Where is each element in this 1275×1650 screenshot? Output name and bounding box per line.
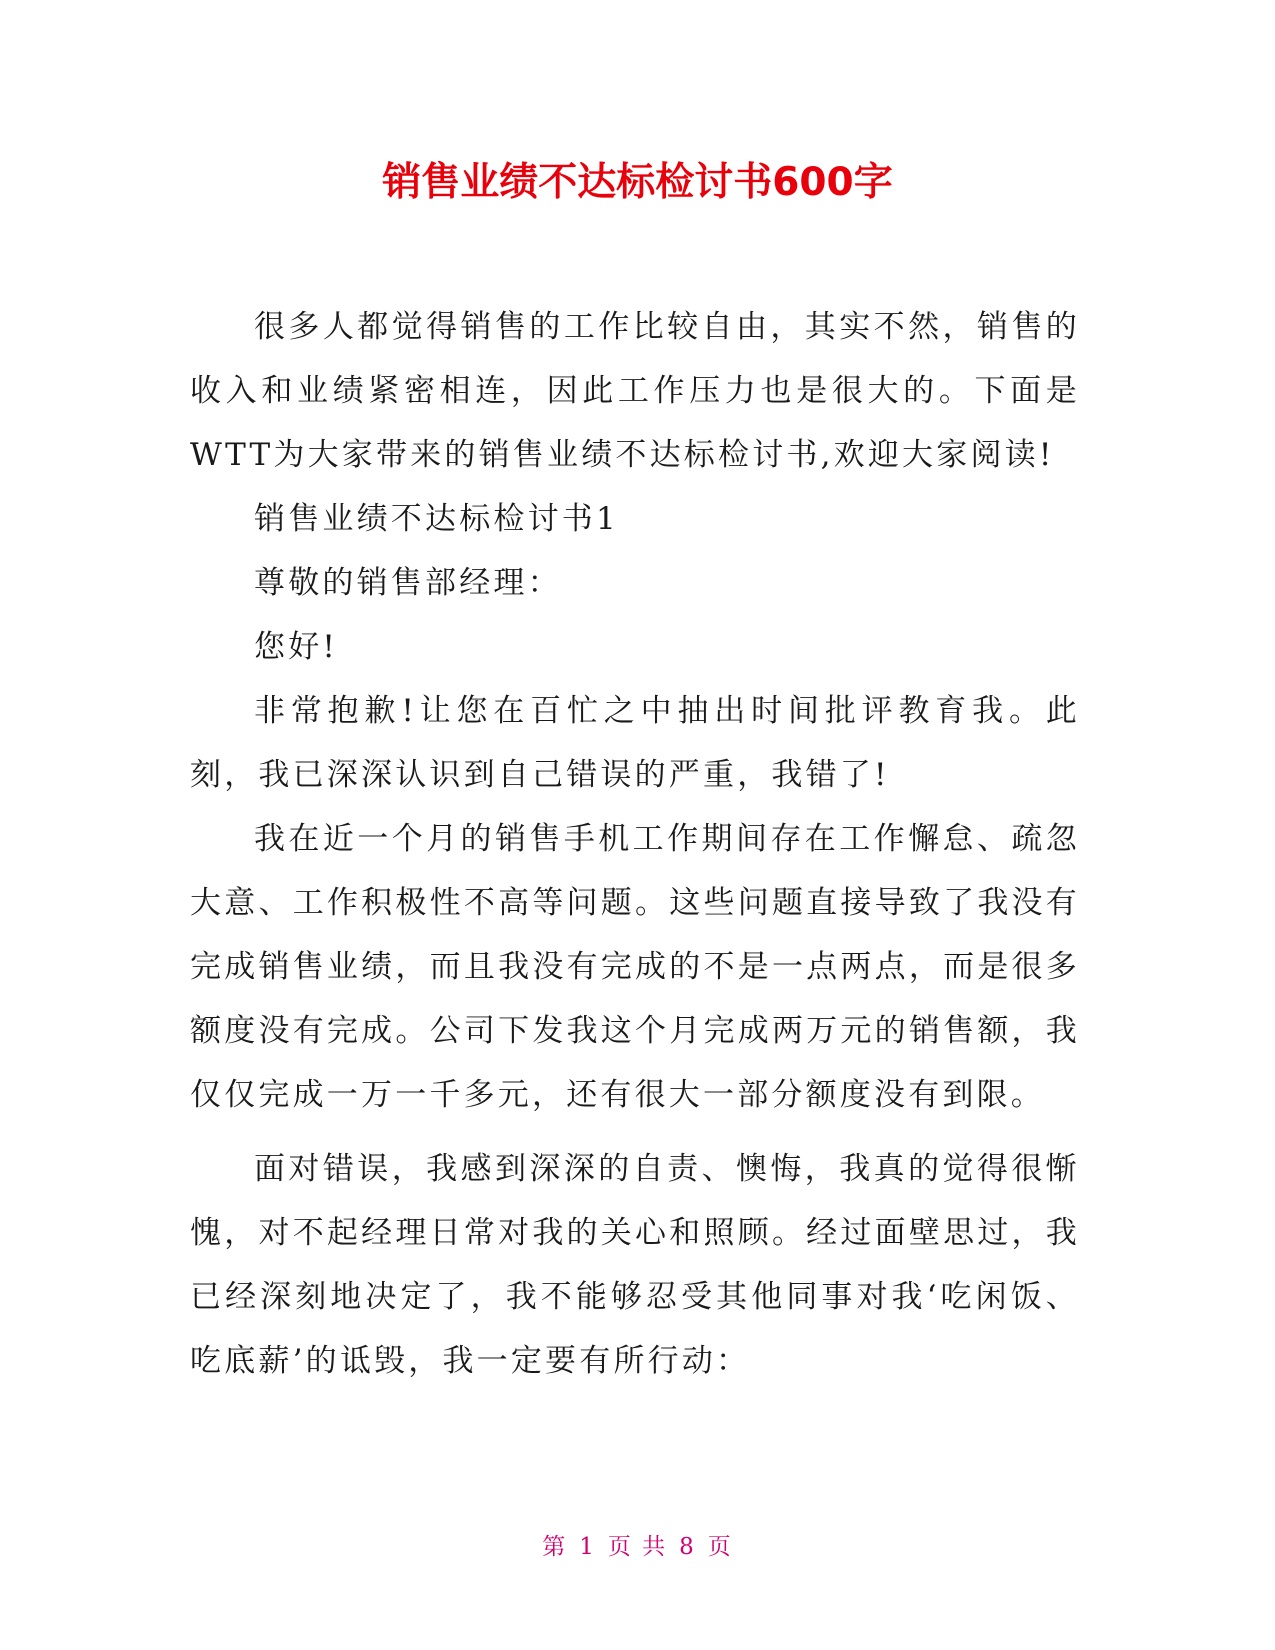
footer-middle: 页 共	[607, 1534, 668, 1560]
paragraph-apology: 非常抱歉!让您在百忙之中抽出时间批评教育我。此刻，我已深深认识到自己错误的严重，我错了!	[190, 693, 1080, 793]
paragraph-reflection: 面对错误，我感到深深的自责、懊悔，我真的觉得很惭愧，对不起经理日常对我的关心和照顾。经过面壁思过，我已经深刻地决定了，我不能够忍受其他同事对我‘吃闲饭、吃底薪’的诋毁，我一定要有所行动：	[190, 1151, 1080, 1379]
paragraph-section-heading: 销售业绩不达标检讨书1	[254, 501, 619, 537]
footer-page-total: 8	[679, 1534, 696, 1560]
document-title: 销售业绩不达标检讨书600字	[382, 160, 893, 205]
footer-suffix: 页	[707, 1534, 733, 1560]
paragraph-salutation: 尊敬的销售部经理：	[254, 565, 562, 601]
page-footer	[0, 1532, 1275, 1562]
paragraph-problems: 我在近一个月的销售手机工作期间存在工作懈怠、疏忽大意、工作积极性不高等问题。这些问题直接导致了我没有完成销售业绩，而且我没有完成的不是一点两点，而是很多额度没有完成。公司下发我这个月完成两万元的销售额，我仅仅完成一万一千多元，还有很大一部分额度没有到限。	[190, 821, 1080, 1113]
paragraph-intro: 很多人都觉得销售的工作比较自由，其实不然，销售的收入和业绩紧密相连，因此工作压力也是很大的。下面是WTT为大家带来的销售业绩不达标检讨书,欢迎大家阅读!	[190, 309, 1080, 473]
footer-page-number: 1	[579, 1534, 596, 1560]
document-body	[190, 295, 1080, 1393]
footer-prefix: 第	[542, 1534, 568, 1560]
paragraph-greeting: 您好!	[254, 629, 339, 665]
